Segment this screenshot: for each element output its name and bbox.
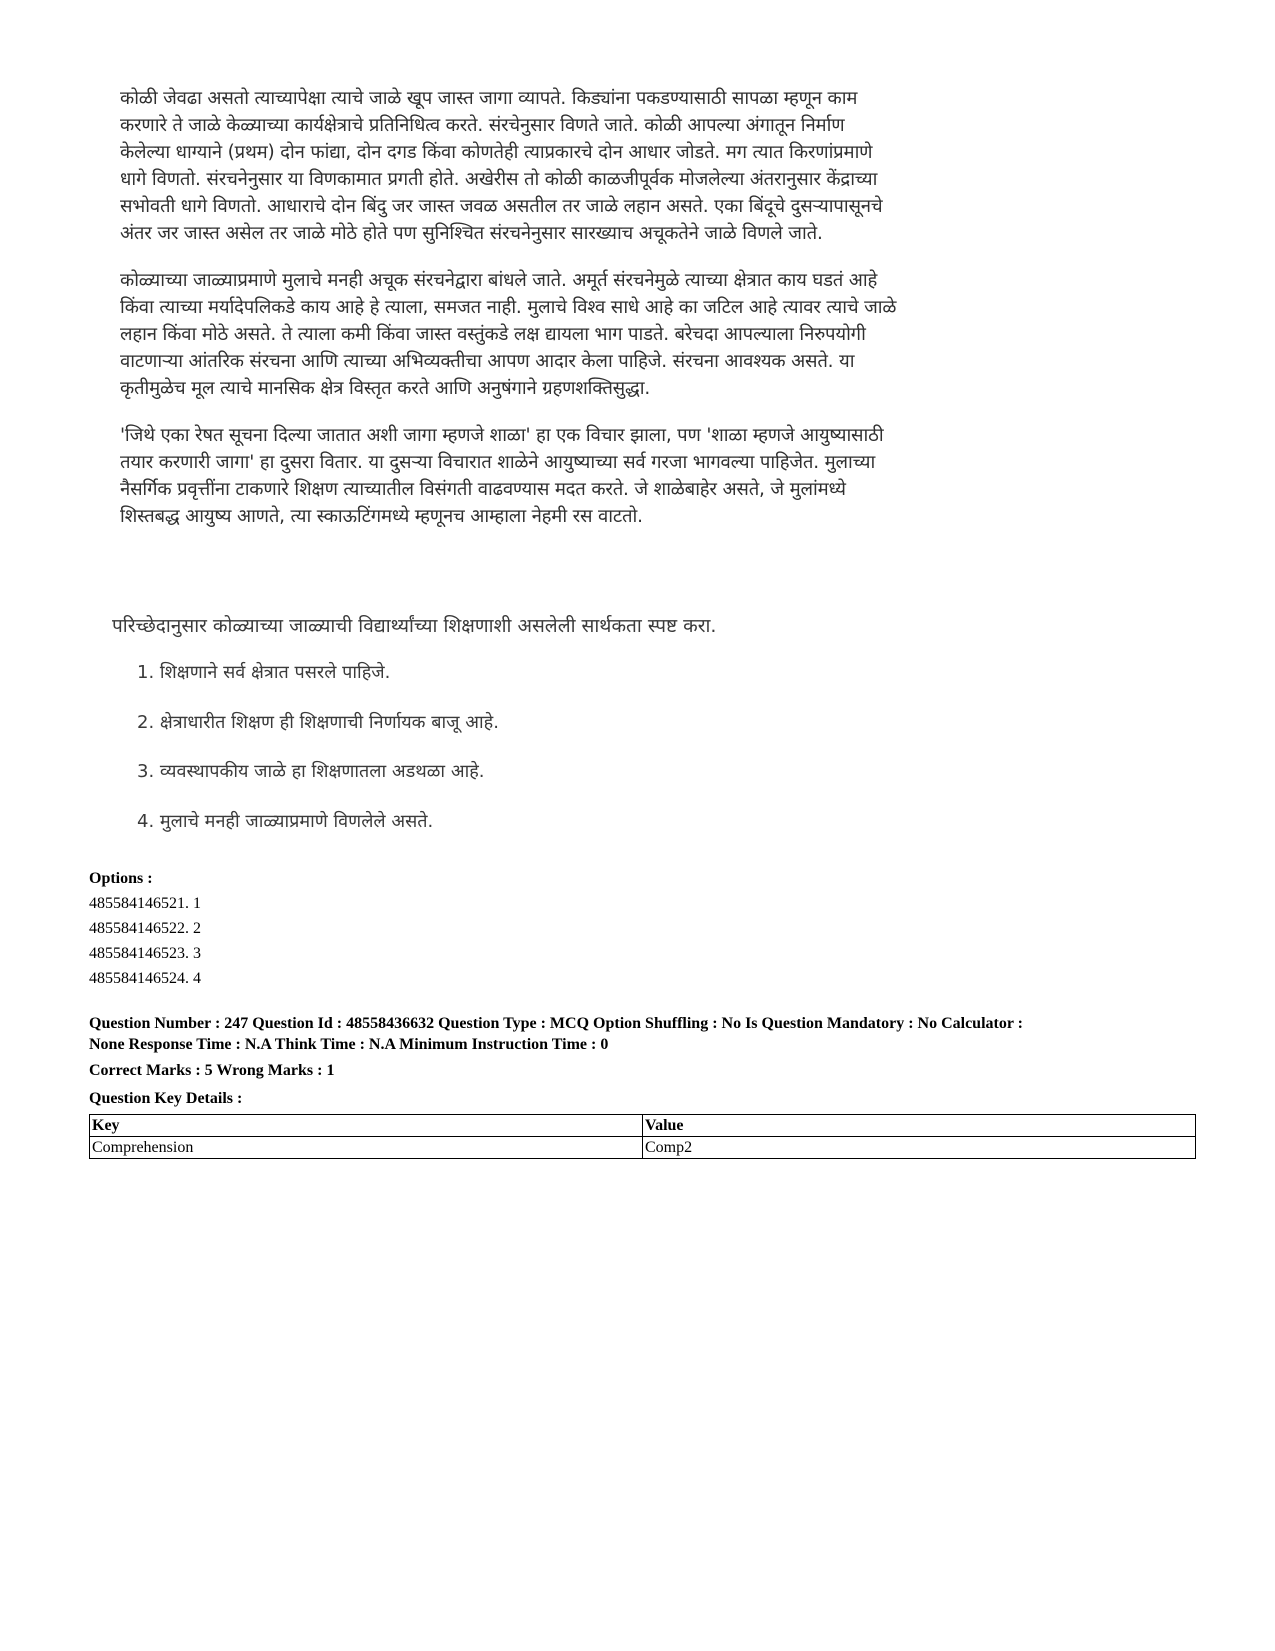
table-header-row (90, 1115, 1196, 1137)
passage-line: कोळ्याच्या जाळ्याप्रमाणे मुलाचे मनही अचूक संरचनेद्वारा बांधले जाते. अमूर्त संरचनेमुळे त्याच्या क्षेत्रात काय घडतं आहे (120, 270, 878, 291)
passage-line: करणारे ते जाळे केळ्याच्या कार्यक्षेत्राचे प्रतिनिधित्व करते. संरचेनुसार विणते जाते. कोळी आपल्या अंगातून निर्माण (120, 115, 845, 136)
question-info-line-2: None Response Time : N.A Think Time : N.A Minimum Instruction Time : 0 (89, 1036, 609, 1053)
question-choices (137, 660, 499, 858)
passage-line: वाटणाऱ्या आंतरिक संरचना आणि त्याच्या अभिव्यक्तीचा आपण आदार केला पाहिजे. संरचना आवश्यक असते. या (120, 351, 855, 372)
passage-line: तयार करणारी जागा' हा दुसरा वितार. या दुसऱ्या विचारात शाळेने आयुष्याच्या सर्व गरजा भागवल्या पाहिजेत. मुलाच्या (120, 452, 876, 473)
passage-line: अंतर जर जास्त असेल तर जाळे मोठे होते पण सुनिश्चित संरचनेनुसार सारख्याच अचूकतेने जाळे विणले जाते. (120, 223, 823, 244)
passage-line: कृतीमुळेच मूल त्याचे मानसिक क्षेत्र विस्तृत करते आणि अनुषंगाने ग्रहणशक्तिसुद्धा. (120, 378, 651, 399)
option-item: 485584146524. 4 (89, 970, 201, 987)
choice-item: 1. शिक्षणाने सर्व क्षेत्रात पसरले पाहिजे. (137, 662, 391, 683)
passage-line: किंवा त्याच्या मर्यादेपलिकडे काय आहे हे त्याला, समजत नाही. मुलाचे विश्व साधे आहे का जटिल आहे त्यावर त्याचे जाळे (120, 297, 897, 318)
passage-line: 'जिथे एका रेषत सूचना दिल्या जातात अशी जागा म्हणजे शाळा' हा एक विचार झाला, पण 'शाळा म्हणजे आयुष्यासाठी (120, 425, 884, 446)
table-cell-key: Comprehension (90, 1137, 643, 1159)
table-row (90, 1137, 1196, 1159)
passage-image (112, 85, 1032, 550)
option-item: 485584146523. 3 (89, 945, 201, 962)
question-info-line-1: Question Number : 247 Question Id : 48558436632 Question Type : MCQ Option Shuffling : No Is Question Mandatory : No Calculator : (89, 1015, 1023, 1032)
passage-line: केलेल्या धाग्याने (प्रथम) दोन फांद्या, दोन दगड किंवा कोणतेही त्याप्रकारचे दोन आधार जोडते. मग त्यात किरणांप्रमाणे (120, 142, 873, 163)
passage-line: धागे विणतो. संरचनेनुसार या विणकामात प्रगती होते. अखेरीस तो कोळी काळजीपूर्वक मोजलेल्या अंतरानुसार केंद्राच्या (120, 169, 878, 190)
marks-info: Correct Marks : 5 Wrong Marks : 1 (89, 1062, 335, 1079)
passage-paragraph-3 (120, 422, 1032, 530)
choice-item: 3. व्यवस्थापकीय जाळे हा शिक्षणातला अडथळा आहे. (137, 761, 485, 782)
passage-paragraph-2 (120, 267, 1032, 402)
choice-item: 4. मुलाचे मनही जाळ्याप्रमाणे विणलेले असते. (137, 810, 434, 832)
key-details-table (89, 1114, 1196, 1159)
option-item: 485584146522. 2 (89, 920, 201, 937)
key-details-label: Question Key Details : (89, 1090, 243, 1107)
question-metadata (89, 866, 1199, 1111)
question-info (89, 1013, 1199, 1055)
passage-line: शिस्तबद्ध आयुष्य आणते, त्या स्काऊटिंगमध्ये म्हणूनच आम्हाला नेहमी रस वाटतो. (120, 506, 643, 527)
table-header-key: Key (90, 1115, 643, 1137)
choice-item: 2. क्षेत्राधारीत शिक्षण ही शिक्षणाची निर्णायक बाजू आहे. (137, 711, 499, 733)
question-stem: परिच्छेदानुसार कोळ्याच्या जाळ्याची विद्यार्थ्यांच्या शिक्षणाशी असलेली सार्थकता स्पष्ट करा. (112, 615, 717, 637)
table-header-value: Value (643, 1115, 1196, 1137)
option-item: 485584146521. 1 (89, 895, 201, 912)
passage-paragraph-1 (120, 85, 1032, 247)
passage-line: कोळी जेवढा असतो त्याच्यापेक्षा त्याचे जाळे खूप जास्त जागा व्यापते. किड्यांना पकडण्यासाठी सापळा म्हणून काम (120, 88, 858, 109)
passage-line: नैसर्गिक प्रवृत्तींना टाकणारे शिक्षण त्याच्यातील विसंगती वाढवण्यास मदत करते. जे शाळेबाहेर असते, जे मुलांमध्ये (120, 479, 846, 500)
passage-line: लहान किंवा मोठे असते. ते त्याला कमी किंवा जास्त वस्तुंकडे लक्ष द्यायला भाग पाडते. बरेचदा आपल्याला निरुपयोगी (120, 324, 866, 345)
table-cell-value: Comp2 (643, 1137, 1196, 1159)
options-label: Options : (89, 870, 153, 887)
passage-line: सभोवती धागे विणतो. आधाराचे दोन बिंदु जर जास्त जवळ असतील तर जाळे लहान असते. एका बिंदूचे दुसऱ्यापासूनचे (120, 196, 883, 217)
